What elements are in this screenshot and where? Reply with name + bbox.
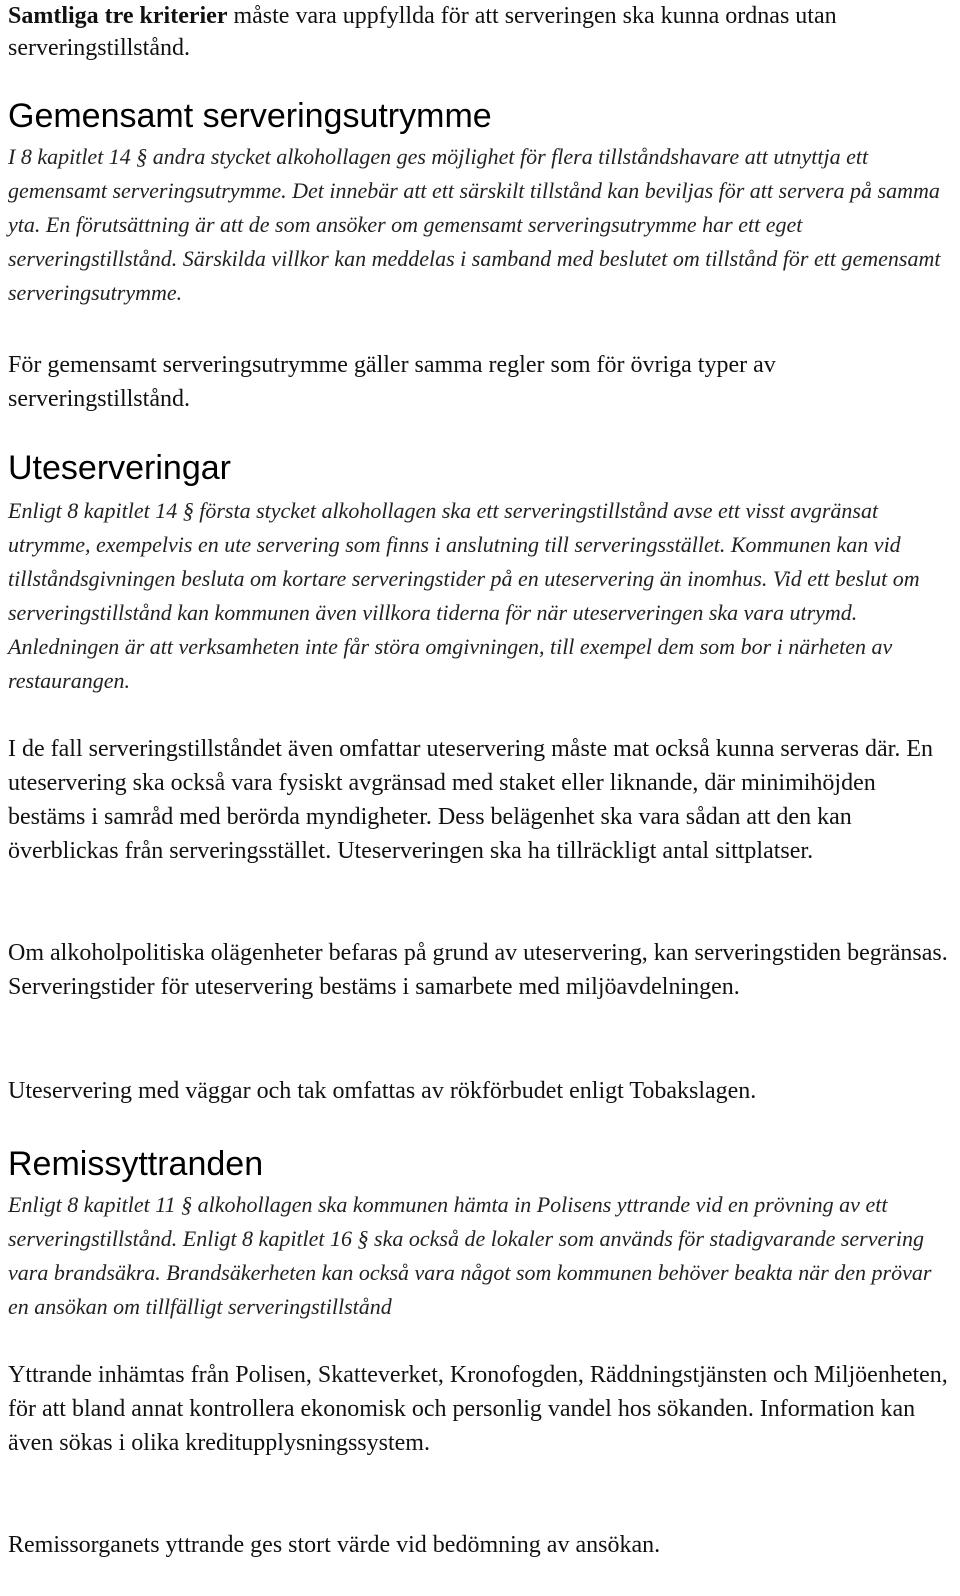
ute-body-paragraph-2: Om alkoholpolitiska olägenheter befaras på grund av uteservering, kan serveringstiden begränsas. Serveringstider för uteservering bestäms i samarbete med miljöavdelningen. [8, 940, 948, 1000]
lead-paragraph [8, 0, 952, 64]
ute-law-paragraph: Enligt 8 kapitlet 14 § första stycket alkohollagen ska ett serveringstillstånd avse ett visst avgränsat utrymme, exempelvis en ute servering som finns i anslutning till serveringsstället. Kommunen kan vid tillståndsgivningen besluta om kortare serveringstider på en uteservering än inomhus. Vid ett beslut om serveringstillstånd kan kommunen även villkora tiderna för när uteserveringen ska vara utrymd. Anledningen är att verksamheten inte får störa omgivningen, till exempel dem som bor i närheten av restaurangen. [8, 498, 920, 693]
gemensamt-law-paragraph: I 8 kapitlet 14 § andra stycket alkohollagen ges möjlighet för flera tillståndshavare att utnyttja ett gemensamt serveringsutrymme. Det innebär att ett särskilt tillstånd kan beviljas för att servera på samma yta. En förutsättning är att de som ansöker om gemensamt serveringsutrymme har ett eget serveringstillstånd. Särskilda villkor kan meddelas i samband med beslutet om tillstånd för ett gemensamt serveringsutrymme. [8, 144, 941, 305]
heading-gemensamt-serveringsutrymme: Gemensamt serveringsutrymme [8, 97, 492, 135]
lead-text: måste vara uppfyllda för att serveringen ska kunna ordnas utan serveringstillstånd. [8, 3, 837, 61]
gemensamt-body-paragraph: För gemensamt serveringsutrymme gäller samma regler som för övriga typer av serveringstillstånd. [8, 352, 776, 412]
remiss-body-paragraph-1: Yttrande inhämtas från Polisen, Skatteverket, Kronofogden, Räddningstjänsten och Miljöenheten, för att bland annat kontrollera ekonomisk och personlig vandel hos sökanden. Information kan även sökas i olika kreditupplysningssystem. [8, 1362, 948, 1456]
heading-uteserveringar: Uteserveringar [8, 449, 231, 487]
ute-body-paragraph-1: I de fall serveringstillståndet även omfattar uteservering måste mat också kunna serveras där. En uteservering ska också vara fysiskt avgränsad med staket eller liknande, där minimihöjden bestäms i samråd med berörda myndigheter. Dess belägenhet ska vara sådan att den kan överblickas från serveringsstället. Uteserveringen ska ha tillräckligt antal sittplatser. [8, 736, 933, 864]
remiss-law-paragraph: Enligt 8 kapitlet 11 § alkohollagen ska kommunen hämta in Polisens yttrande vid en prövning av ett serveringstillstånd. Enligt 8 kapitlet 16 § ska också de lokaler som används för stadigvarande servering vara brandsäkra. Brandsäkerheten kan också vara något som kommunen behöver beakta när den prövar en ansökan om tillfälligt serveringstillstånd [8, 1192, 932, 1319]
ute-body-paragraph-3: Uteservering med väggar och tak omfattas av rökförbudet enligt Tobakslagen. [8, 1078, 757, 1104]
lead-bold-text: Samtliga tre kriterier [8, 3, 228, 29]
remiss-body-paragraph-2: Remissorganets yttrande ges stort värde vid bedömning av ansökan. [8, 1532, 661, 1558]
heading-remissyttranden: Remissyttranden [8, 1145, 264, 1183]
